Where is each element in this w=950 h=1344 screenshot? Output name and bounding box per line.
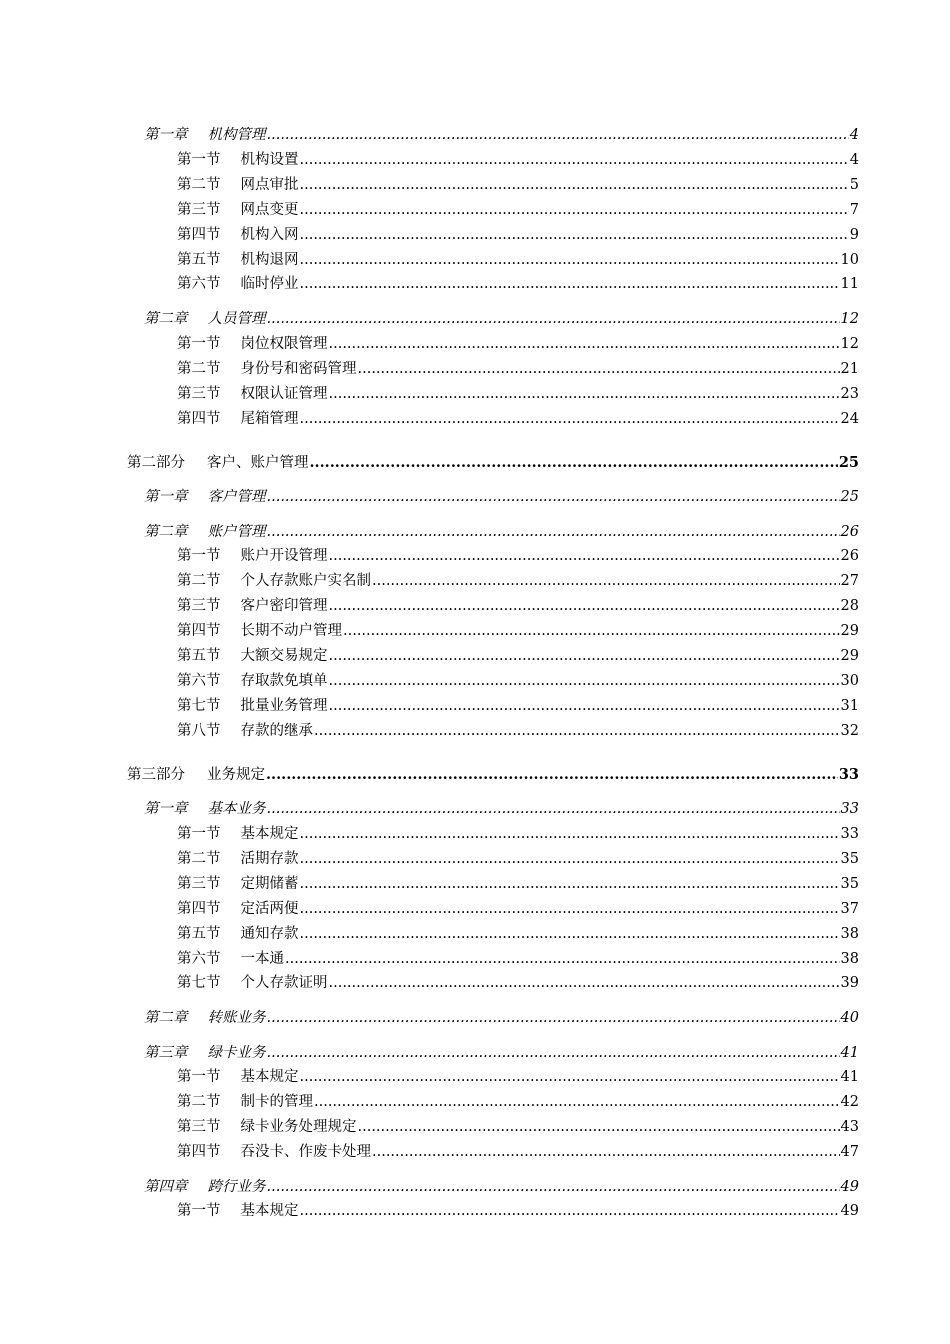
toc-section-row[interactable]	[177, 358, 859, 380]
toc-dot-leader	[329, 695, 840, 717]
toc-page-number: 40	[840, 1010, 859, 1026]
toc-entry-title: 长期不动户管理	[240, 623, 342, 639]
toc-chapter-row[interactable]	[144, 308, 859, 330]
toc-entry-number: 第一章	[144, 127, 188, 143]
toc-part-row[interactable]	[127, 764, 859, 786]
toc-section-row[interactable]	[177, 408, 859, 430]
toc-page-number: 33	[840, 826, 859, 842]
toc-dot-leader	[300, 923, 840, 945]
toc-section-row[interactable]	[177, 383, 859, 405]
toc-page-number: 28	[840, 598, 859, 614]
toc-entry-number: 第四章	[144, 1179, 188, 1195]
toc-page-number: 37	[840, 901, 859, 917]
toc-entry-title: 定活两便	[240, 901, 299, 917]
toc-page-number: 12	[840, 311, 859, 327]
toc-section-row[interactable]	[177, 249, 859, 271]
toc-entry-title: 网点变更	[240, 202, 299, 218]
toc-entry-title: 账户管理	[207, 524, 266, 540]
toc-dot-leader	[329, 383, 840, 405]
toc-page-number: 29	[840, 648, 859, 664]
toc-entry-title: 制卡的管理	[240, 1094, 313, 1110]
toc-entry-title: 存款的继承	[240, 723, 313, 739]
toc-entry-number: 第一节	[177, 548, 221, 564]
toc-entry-number: 第二节	[177, 573, 221, 589]
toc-page-number: 38	[840, 926, 859, 942]
toc-entry-number: 第五节	[177, 926, 221, 942]
toc-dot-leader	[300, 1066, 840, 1088]
toc-section-row[interactable]	[177, 720, 859, 742]
toc-entry-number: 第五节	[177, 648, 221, 664]
toc-entry-number: 第一节	[177, 826, 221, 842]
toc-page-number: 38	[840, 951, 859, 967]
toc-section-row[interactable]	[177, 174, 859, 196]
toc-section-row[interactable]	[177, 620, 859, 642]
toc-chapter-row[interactable]	[144, 1007, 859, 1029]
toc-dot-leader	[266, 764, 838, 786]
toc-entry-number: 第二节	[177, 177, 221, 193]
toc-dot-leader	[300, 873, 840, 895]
toc-chapter-row[interactable]	[144, 521, 859, 543]
toc-entry-title: 客户管理	[207, 489, 266, 505]
toc-entry-number: 第二节	[177, 361, 221, 377]
toc-page-number: 26	[840, 524, 859, 540]
toc-dot-leader	[329, 972, 840, 994]
toc-dot-leader	[300, 273, 840, 295]
toc-section-row[interactable]	[177, 695, 859, 717]
toc-section-row[interactable]	[177, 1200, 859, 1222]
toc-dot-leader	[300, 1200, 840, 1222]
toc-entry-title: 绿卡业务	[207, 1045, 266, 1061]
toc-entry-title: 客户、账户管理	[207, 455, 309, 471]
toc-entry-title: 岗位权限管理	[240, 336, 328, 352]
toc-dot-leader	[329, 670, 840, 692]
toc-entry-number: 第六节	[177, 276, 221, 292]
toc-dot-leader	[300, 898, 840, 920]
toc-entry-title: 大额交易规定	[240, 648, 328, 664]
toc-section-row[interactable]	[177, 273, 859, 295]
toc-section-row[interactable]	[177, 848, 859, 870]
toc-page-number: 12	[840, 336, 859, 352]
toc-entry-number: 第二部分	[127, 455, 185, 471]
toc-entry-number: 第二章	[144, 524, 188, 540]
toc-entry-title: 个人存款证明	[240, 975, 328, 991]
toc-dot-leader	[358, 1116, 840, 1138]
toc-dot-leader	[314, 1091, 840, 1113]
toc-section-row[interactable]	[177, 923, 859, 945]
toc-entry-title: 机构退网	[240, 252, 299, 268]
toc-dot-leader	[267, 521, 840, 543]
toc-entry-number: 第六节	[177, 951, 221, 967]
toc-entry-number: 第三节	[177, 1119, 221, 1135]
toc-entry-number: 第一节	[177, 1203, 221, 1219]
toc-section-row[interactable]	[177, 972, 859, 994]
toc-entry-title: 一本通	[240, 951, 284, 967]
toc-page-number: 5	[849, 177, 859, 193]
toc-page-number: 25	[840, 489, 859, 505]
toc-section-row[interactable]	[177, 1116, 859, 1138]
toc-page-number: 43	[840, 1119, 859, 1135]
toc-entry-number: 第一节	[177, 152, 221, 168]
toc-part-row[interactable]	[127, 452, 859, 474]
toc-dot-leader	[372, 570, 840, 592]
toc-dot-leader	[358, 358, 840, 380]
toc-entry-title: 个人存款账户实名制	[240, 573, 371, 589]
toc-dot-leader	[267, 486, 840, 508]
toc-page-number: 4	[849, 152, 859, 168]
toc-section-row[interactable]	[177, 545, 859, 567]
toc-entry-number: 第三节	[177, 202, 221, 218]
toc-section-row[interactable]	[177, 823, 859, 845]
toc-section-row[interactable]	[177, 333, 859, 355]
toc-page-number: 23	[840, 386, 859, 402]
toc-entry-title: 身份号和密码管理	[240, 361, 357, 377]
toc-entry-number: 第八节	[177, 723, 221, 739]
toc-page-number: 47	[840, 1144, 859, 1160]
toc-chapter-row[interactable]	[144, 1176, 859, 1198]
toc-dot-leader	[267, 308, 840, 330]
toc-chapter-row[interactable]	[144, 124, 859, 146]
toc-page-number: 4	[849, 127, 859, 143]
toc-page-number: 29	[840, 623, 859, 639]
toc-dot-leader	[267, 1176, 840, 1198]
toc-page-number: 9	[849, 227, 859, 243]
toc-entry-title: 业务规定	[207, 767, 265, 783]
toc-page-number: 25	[838, 454, 859, 471]
toc-entry-number: 第三章	[144, 1045, 188, 1061]
toc-page-number: 21	[840, 361, 859, 377]
toc-page-number: 49	[840, 1179, 859, 1195]
toc-entry-title: 网点审批	[240, 177, 299, 193]
toc-page-number: 35	[840, 851, 859, 867]
toc-entry-number: 第三节	[177, 386, 221, 402]
toc-dot-leader	[343, 620, 840, 642]
toc-page-number: 33	[840, 801, 859, 817]
toc-page-number: 32	[840, 723, 859, 739]
toc-entry-title: 转账业务	[207, 1010, 266, 1026]
toc-entry-number: 第四节	[177, 411, 221, 427]
toc-chapter-row[interactable]	[144, 798, 859, 820]
toc-dot-leader	[300, 199, 849, 221]
toc-dot-leader	[329, 595, 840, 617]
toc-entry-title: 吞没卡、作废卡处理	[240, 1144, 371, 1160]
toc-dot-leader	[300, 149, 849, 171]
toc-section-row[interactable]	[177, 948, 859, 970]
toc-dot-leader	[300, 823, 840, 845]
toc-page-number: 35	[840, 876, 859, 892]
toc-entry-number: 第一节	[177, 1069, 221, 1085]
toc-entry-number: 第一节	[177, 336, 221, 352]
toc-page-number: 10	[840, 252, 859, 268]
toc-page-number: 42	[840, 1094, 859, 1110]
toc-section-row[interactable]	[177, 873, 859, 895]
toc-section-row[interactable]	[177, 149, 859, 171]
toc-entry-number: 第一章	[144, 489, 188, 505]
toc-page-number: 7	[849, 202, 859, 218]
toc-entry-title: 权限认证管理	[240, 386, 328, 402]
toc-entry-title: 绿卡业务处理规定	[240, 1119, 357, 1135]
toc-section-row[interactable]	[177, 1141, 859, 1163]
toc-entry-title: 跨行业务	[207, 1179, 266, 1195]
toc-section-row[interactable]	[177, 1091, 859, 1113]
toc-page-number: 41	[840, 1069, 859, 1085]
toc-entry-title: 基本规定	[240, 1203, 299, 1219]
toc-dot-leader	[300, 249, 840, 271]
toc-entry-number: 第三部分	[127, 767, 185, 783]
toc-page-number: 30	[840, 673, 859, 689]
toc-entry-title: 机构入网	[240, 227, 299, 243]
toc-entry-title: 临时停业	[240, 276, 299, 292]
toc-entry-number: 第四节	[177, 227, 221, 243]
toc-page-number: 31	[840, 698, 859, 714]
toc-section-row[interactable]	[177, 570, 859, 592]
toc-entry-title: 基本规定	[240, 826, 299, 842]
toc-entry-title: 基本业务	[207, 801, 266, 817]
toc-page-number: 24	[840, 411, 859, 427]
toc-entry-number: 第一章	[144, 801, 188, 817]
toc-dot-leader	[314, 720, 840, 742]
toc-section-row[interactable]	[177, 1066, 859, 1088]
toc-section-row[interactable]	[177, 199, 859, 221]
toc-page-number: 11	[840, 276, 859, 292]
toc-entry-title: 机构管理	[207, 127, 266, 143]
toc-entry-number: 第二节	[177, 1094, 221, 1110]
toc-dot-leader	[329, 645, 840, 667]
toc-entry-number: 第四节	[177, 901, 221, 917]
toc-entry-number: 第四节	[177, 1144, 221, 1160]
toc-page-number: 49	[840, 1203, 859, 1219]
toc-entry-title: 客户密印管理	[240, 598, 328, 614]
toc-page-number: 26	[840, 548, 859, 564]
toc-entry-title: 通知存款	[240, 926, 299, 942]
toc-dot-leader	[300, 408, 840, 430]
toc-section-row[interactable]	[177, 645, 859, 667]
toc-dot-leader	[300, 224, 849, 246]
toc-page-number: 27	[840, 573, 859, 589]
toc-entry-number: 第七节	[177, 698, 221, 714]
toc-section-row[interactable]	[177, 670, 859, 692]
toc-dot-leader	[372, 1141, 840, 1163]
toc-entry-title: 基本规定	[240, 1069, 299, 1085]
toc-dot-leader	[300, 848, 840, 870]
toc-entry-number: 第三节	[177, 598, 221, 614]
toc-entry-title: 机构设置	[240, 152, 299, 168]
toc-dot-leader	[285, 948, 840, 970]
toc-entry-number: 第二章	[144, 1010, 188, 1026]
toc-chapter-row[interactable]	[144, 1042, 859, 1064]
toc-page-number: 33	[838, 766, 859, 783]
toc-dot-leader	[300, 174, 849, 196]
toc-entry-number: 第二节	[177, 851, 221, 867]
toc-dot-leader	[267, 1042, 840, 1064]
toc-entry-number: 第二章	[144, 311, 188, 327]
toc-dot-leader	[267, 1007, 840, 1029]
toc-page-number: 41	[840, 1045, 859, 1061]
toc-dot-leader	[267, 798, 840, 820]
toc-dot-leader	[329, 333, 840, 355]
toc-page-number: 39	[840, 975, 859, 991]
toc-entry-title: 批量业务管理	[240, 698, 328, 714]
toc-dot-leader	[267, 124, 849, 146]
toc-entry-number: 第五节	[177, 252, 221, 268]
toc-entry-number: 第四节	[177, 623, 221, 639]
toc-entry-title: 存取款免填单	[240, 673, 328, 689]
toc-chapter-row[interactable]	[144, 486, 859, 508]
toc-dot-leader	[310, 452, 838, 474]
toc-section-row[interactable]	[177, 595, 859, 617]
toc-entry-number: 第七节	[177, 975, 221, 991]
toc-entry-title: 人员管理	[207, 311, 266, 327]
toc-dot-leader	[329, 545, 840, 567]
toc-entry-title: 活期存款	[240, 851, 299, 867]
toc-section-row[interactable]	[177, 898, 859, 920]
toc-entry-title: 账户开设管理	[240, 548, 328, 564]
toc-entry-number: 第三节	[177, 876, 221, 892]
toc-entry-number: 第六节	[177, 673, 221, 689]
toc-section-row[interactable]	[177, 224, 859, 246]
toc-entry-title: 定期储蓄	[240, 876, 299, 892]
toc-entry-title: 尾箱管理	[240, 411, 299, 427]
